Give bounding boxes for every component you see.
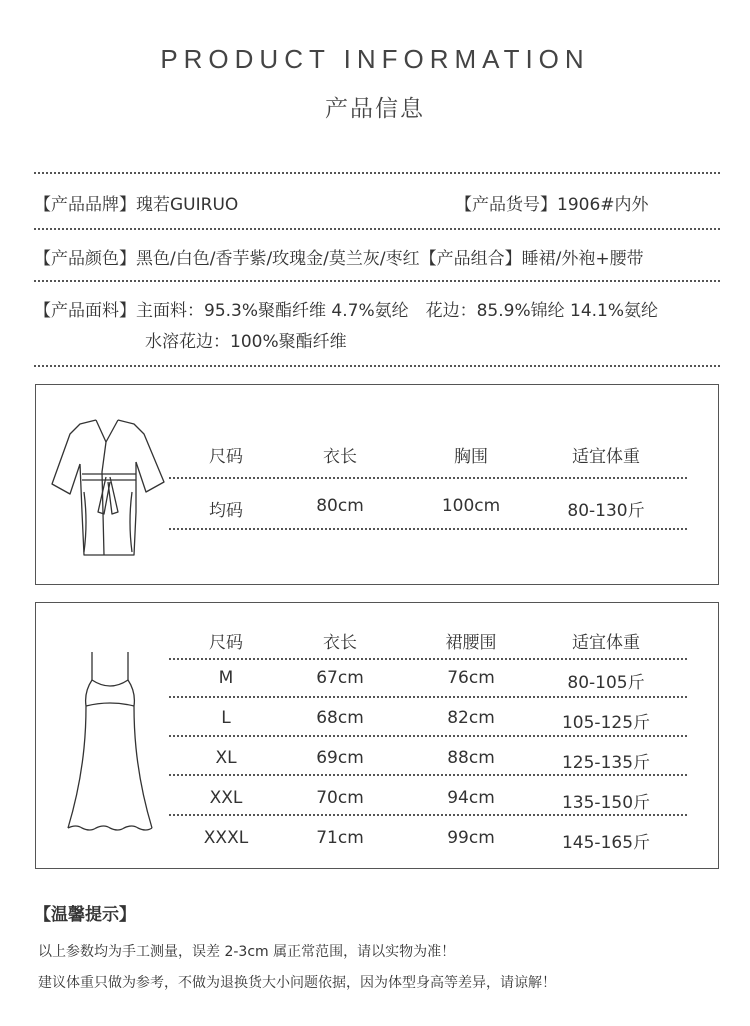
title-chinese: 产品信息 [325,96,425,122]
dress-header-weight: 适宜体重 [572,633,640,653]
dress-row-weight: 80-105斤 [567,673,645,693]
combo-label: 【产品组合】 [419,249,522,269]
robe-cell-weight: 80-130斤 [567,501,645,521]
sku-row [455,190,649,215]
dress-row-waist: 76cm [447,668,495,688]
dress-header-size: 尺码 [209,633,243,653]
dress-row-weight: 135-150斤 [561,793,651,813]
robe-illustration-icon [48,412,168,560]
color-value: 黑色/白色/香芋紫/玫瑰金/莫兰灰/枣红 [136,249,420,269]
robe-header-size: 尺码 [209,447,243,467]
dress-row-waist: 82cm [447,708,495,728]
divider [34,365,720,367]
slip-dress-illustration-icon [62,648,158,836]
dress-row-size: L [221,708,231,728]
robe-cell-bust: 100cm [441,496,501,516]
table-divider [169,814,687,816]
robe-cell-size: 均码 [209,501,243,521]
fabric-row [34,296,658,321]
tips-title: 【温馨提示】 [34,905,136,925]
fabric-line-2: 水溶花边：100%聚酯纤维 [145,332,347,352]
dress-row-size: XXXL [203,828,249,848]
dress-row-waist: 88cm [447,748,495,768]
dress-row-weight: 145-165斤 [561,833,651,853]
dress-row-length: 71cm [316,828,364,848]
color-label: 【产品颜色】 [34,249,136,269]
table-divider [169,696,687,698]
table-divider [169,528,687,530]
robe-cell-length: 80cm [316,496,364,516]
table-divider [169,774,687,776]
tips-line-1: 以上参数均为手工测量，误差 2-3cm 属正常范围，请以实物为准！ [38,944,456,960]
dress-row-length: 67cm [316,668,364,688]
robe-header-weight: 适宜体重 [572,447,640,467]
table-divider [169,658,687,660]
robe-header-bust: 胸围 [454,447,488,467]
dress-row-length: 70cm [316,788,364,808]
dress-row-size: XXL [209,788,243,808]
dress-row-size: M [218,668,234,688]
dress-header-length: 衣长 [323,633,357,653]
fabric-line-1: 主面料：95.3%聚酯纤维 4.7%氨纶 花边：85.9%锦纶 14.1%氨纶 [136,301,659,321]
dress-row-weight: 105-125斤 [561,713,651,733]
brand-row [34,190,238,215]
dress-row-waist: 94cm [447,788,495,808]
fabric-label: 【产品面料】 [34,301,136,321]
dress-row-length: 69cm [316,748,364,768]
dress-row-weight: 125-135斤 [561,753,651,773]
color-row [34,244,644,269]
table-divider [169,735,687,737]
dress-header-waist: 裙腰围 [445,633,497,653]
dress-row-length: 68cm [316,708,364,728]
brand-value: 瑰若GUIRUO [136,195,239,215]
divider [34,280,720,282]
sku-value: 1906#内外 [557,195,649,215]
divider [34,228,720,230]
tips-line-2: 建议体重只做为参考，不做为退换货大小问题依据，因为体型身高等差异，请谅解！ [38,975,556,991]
robe-header-length: 衣长 [323,447,357,467]
combo-value: 睡裙/外袍+腰带 [521,249,644,269]
dress-row-waist: 99cm [447,828,495,848]
title-english: PRODUCT INFORMATION [160,44,590,74]
sku-label: 【产品货号】 [455,195,557,215]
divider [34,172,720,174]
dress-row-size: XL [215,748,237,768]
brand-label: 【产品品牌】 [34,195,136,215]
table-divider [169,477,687,479]
